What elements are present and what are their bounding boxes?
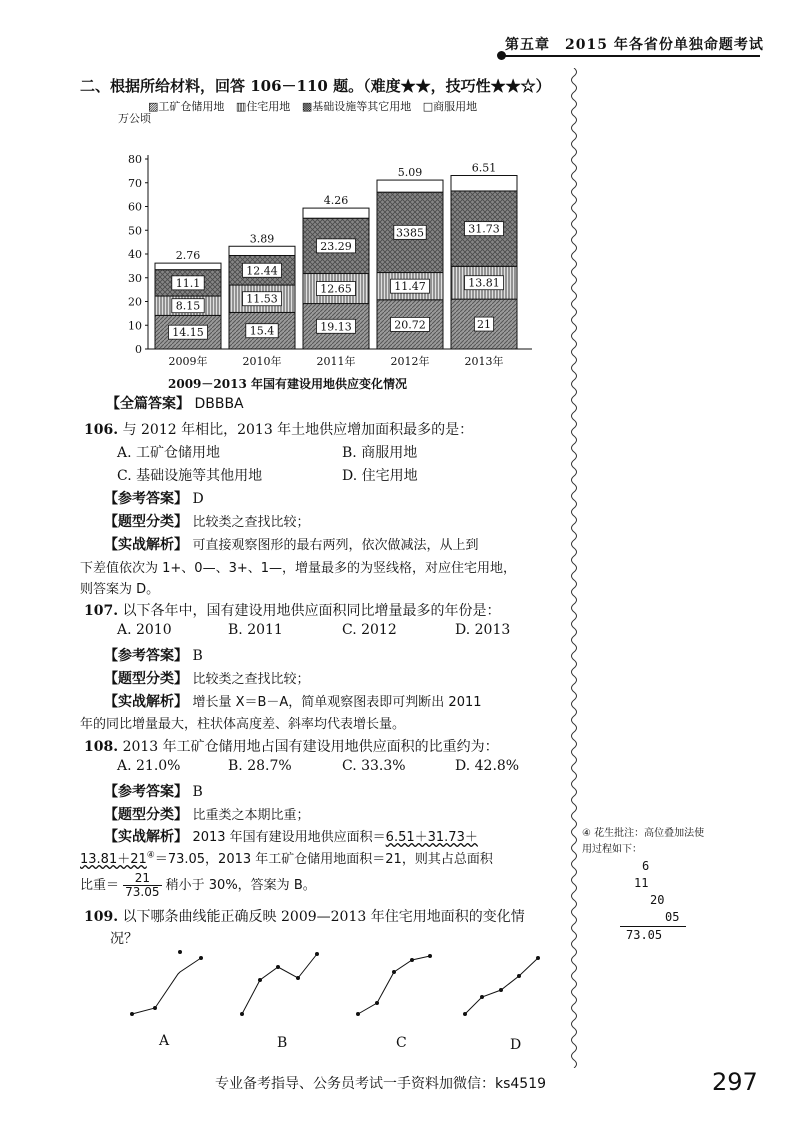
data-label: 11.47: [394, 280, 426, 294]
side-calc-row-4: 05: [665, 910, 680, 924]
y-tick-label: 20: [128, 295, 142, 309]
bar-segment: [377, 180, 443, 192]
legend-label-commercial: 商服用地: [433, 100, 478, 113]
q109-number: 109.: [84, 909, 119, 925]
bar-segment: [451, 176, 517, 191]
bar-segment: [155, 263, 221, 270]
running-header: 第五章 2015 年各省份单独命题考试: [505, 37, 764, 53]
q108-analysis-text2b: ＝73.05，2013 年工矿仓储用地面积＝21，则其占总面积: [154, 852, 493, 867]
legend-swatch-residential: ▥: [235, 100, 247, 113]
q108-analysis-sum-part1: 6.51＋31.73＋: [385, 830, 478, 845]
q108-analysis-line2: [80, 848, 493, 867]
q107-answer-label: 【参考答案】: [104, 648, 188, 664]
q107-analysis-text1: 增长量 X＝B－A，简单观察图表即可判断出 2011: [192, 695, 482, 710]
q109-option-b-label: B: [277, 1035, 288, 1051]
header-rule: [505, 55, 760, 57]
q108-option-b: B. 28.7%: [228, 758, 292, 774]
q107-analysis-label: 【实战解析】: [104, 694, 188, 710]
x-tick-label: 2010年: [242, 355, 282, 368]
q106-type-value: 比较类之查找比较；: [192, 515, 310, 530]
q108-type-value: 比重类之本期比重；: [192, 808, 310, 823]
q108-number: 108.: [84, 739, 119, 755]
q109-stem-line2: 况？: [110, 931, 138, 947]
curve-d-points: [463, 956, 540, 1016]
y-axis-label: 万公顷: [118, 112, 151, 125]
data-label: 13.81: [468, 276, 500, 290]
q108-type: [104, 804, 309, 824]
y-tick-label: 80: [128, 153, 142, 166]
data-label: 11.53: [246, 292, 278, 306]
curve-a-line: [132, 958, 201, 1014]
y-tick-label: 10: [128, 319, 142, 333]
q108-analysis-sum-part2: 13.81＋21: [80, 852, 147, 867]
data-label: 3385: [396, 226, 424, 240]
q106-stem: [84, 419, 473, 439]
legend-swatch-infrastructure: ▩: [301, 100, 313, 113]
legend-swatch-commercial: □: [422, 100, 434, 113]
q108-ratio-prefix: 比重＝: [80, 878, 120, 893]
chart-caption: 2009－2013 年国有建设用地供应变化情况: [168, 377, 407, 391]
q108-analysis-label: 【实战解析】: [104, 829, 188, 845]
curve-b-line: [242, 954, 317, 1014]
data-label: 12.44: [246, 264, 278, 278]
data-label: 11.1: [175, 276, 201, 290]
q107-answer: [104, 645, 203, 665]
q108-option-d: D. 42.8%: [455, 758, 520, 774]
x-tick-label: 2012年: [390, 355, 430, 368]
q107-type: [104, 668, 309, 688]
legend-swatch-industrial: ▨: [148, 100, 159, 113]
q108-analysis-line3: [80, 872, 316, 899]
data-label: 3.89: [249, 232, 275, 246]
curve-c-points: [356, 954, 432, 1016]
data-label: 5.09: [397, 166, 423, 180]
q107-option-c: C. 2012: [342, 622, 397, 638]
curve-b-points: [240, 952, 319, 1016]
all-answers-label: 【全篇答案】: [106, 396, 190, 412]
q107-number: 107.: [84, 603, 119, 619]
q106-option-d: D. 住宅用地: [342, 468, 418, 484]
data-label: 23.29: [320, 239, 352, 253]
legend-label-residential: 住宅用地: [246, 100, 291, 113]
side-note: [582, 826, 704, 858]
side-note-line2: 用过程如下：: [582, 844, 642, 855]
q107-answer-value: B: [192, 648, 203, 664]
data-label: 4.26: [323, 194, 349, 208]
q107-analysis-line2: 年的同比增量最大，柱状体高度差、斜率均代表增长量。: [80, 717, 406, 732]
side-calc-row-1: 6: [642, 859, 650, 873]
y-tick-label: 0: [135, 343, 142, 356]
data-label: 6.51: [471, 161, 497, 175]
q107-type-value: 比较类之查找比较；: [192, 672, 310, 687]
side-calc-row-2: 11: [634, 876, 649, 890]
side-note-line1: ④ 花生批注：高位叠加法使: [582, 828, 705, 839]
data-label: 21: [477, 318, 491, 332]
q107-stem: [84, 600, 501, 620]
q106-option-a: A. 工矿仓储用地: [117, 445, 221, 461]
data-label: 15.4: [249, 324, 275, 338]
side-note-calculation: [620, 858, 700, 944]
q107-stem-text: 以下各年中，国有建设用地供应面积同比增量最多的年份是：: [122, 603, 501, 619]
side-calc-row-3: 20: [650, 893, 665, 907]
data-label: 8.15: [175, 299, 201, 313]
q108-stem-text: 2013 年工矿仓储用地占国有建设用地供应面积的比重约为：: [122, 739, 499, 755]
q109-option-a-label: A: [159, 1033, 170, 1049]
q108-ratio-fraction: [123, 872, 161, 899]
side-calc-result: 73.05: [620, 926, 686, 944]
q108-type-label: 【题型分类】: [104, 807, 188, 823]
q108-option-a: A. 21.0%: [117, 758, 181, 774]
q106-answer-value: D: [192, 491, 204, 507]
q108-answer-value: B: [192, 784, 203, 800]
curve-a-points: [130, 950, 203, 1016]
x-tick-label: 2013年: [464, 355, 504, 368]
q106-answer: [104, 488, 204, 508]
q108-option-c: C. 33.3%: [342, 758, 406, 774]
q108-analysis-line1: [104, 826, 478, 846]
question-intro: 二、根据所给材料，回答 106－110 题。（难度★★，技巧性★★☆）: [80, 77, 551, 95]
q106-number: 106.: [84, 422, 119, 438]
curve-d-line: [465, 958, 538, 1014]
all-answers-value: DBBBA: [194, 396, 244, 412]
y-tick-label: 70: [128, 176, 142, 190]
q108-ratio-numerator: 21: [123, 872, 161, 886]
bar-segment: [303, 208, 369, 218]
q108-analysis-text1a: 2013 年国有建设用地供应面积＝: [192, 830, 386, 845]
q109-stem-text1: 以下哪条曲线能正确反映 2009—2013 年住宅用地面积的变化情: [122, 909, 525, 925]
footer-text: 专业备考指导、公务员考试一手资料加微信：ks4519: [215, 1076, 547, 1092]
q108-footnote-marker: ④: [146, 850, 155, 861]
stacked-bar-chart: [100, 112, 540, 374]
margin-wavy-line: [568, 68, 580, 1068]
q106-type-label: 【题型分类】: [104, 514, 188, 530]
q107-option-a: A. 2010: [117, 622, 172, 638]
q107-analysis-line1: [104, 691, 482, 711]
q109-option-c-label: C: [396, 1035, 407, 1051]
curve-c-line: [358, 956, 430, 1014]
q106-option-b: B. 商服用地: [342, 445, 418, 461]
q108-ratio-denominator: 73.05: [125, 885, 160, 899]
q109-option-d-label: D: [510, 1037, 522, 1053]
y-tick-label: 40: [128, 248, 142, 261]
q106-stem-text: 与 2012 年相比，2013 年土地供应增加面积最多的是：: [122, 422, 474, 438]
data-label: 20.72: [394, 318, 426, 332]
y-tick-label: 50: [128, 224, 142, 238]
y-tick-label: 30: [128, 271, 142, 285]
q107-type-label: 【题型分类】: [104, 671, 188, 687]
q106-analysis-label: 【实战解析】: [104, 537, 188, 553]
q108-stem: [84, 736, 499, 756]
y-tick-label: 60: [128, 200, 142, 214]
q106-answer-label: 【参考答案】: [104, 491, 188, 507]
page-number: 297: [712, 1068, 758, 1096]
data-label: 2.76: [175, 249, 201, 263]
q109-stem: [84, 906, 525, 926]
q106-analysis-line1: [104, 534, 478, 554]
q106-analysis-line3: 则答案为 D。: [80, 582, 160, 597]
q108-answer: [104, 781, 203, 801]
data-label: 14.15: [172, 326, 204, 340]
q106-type: [104, 511, 309, 531]
q107-option-d: D. 2013: [455, 622, 511, 638]
data-label: 31.73: [468, 222, 500, 236]
all-answers: [106, 393, 244, 413]
q107-option-b: B. 2011: [228, 622, 283, 638]
x-tick-label: 2009年: [168, 355, 208, 368]
q109-curve-options: [120, 940, 560, 1020]
q106-analysis-text1: 可直接观察图形的最右两列，依次做减法，从上到: [192, 538, 479, 553]
x-tick-label: 2011年: [316, 355, 356, 368]
q106-option-c: C. 基础设施等其他用地: [117, 468, 263, 484]
legend-label-industrial: 工矿仓储用地: [158, 100, 225, 113]
q106-analysis-line2: 下差值依次为 1+、0—、3+、1—，增量最多的为竖线格，对应住宅用地，: [80, 561, 517, 576]
q108-ratio-suffix: 稍小于 30%，答案为 B。: [165, 878, 316, 893]
data-label: 12.65: [320, 282, 352, 296]
legend-label-infrastructure: 基础设施等其它用地: [312, 100, 412, 113]
data-label: 19.13: [320, 320, 352, 334]
q108-answer-label: 【参考答案】: [104, 784, 188, 800]
bar-segment: [229, 246, 295, 255]
